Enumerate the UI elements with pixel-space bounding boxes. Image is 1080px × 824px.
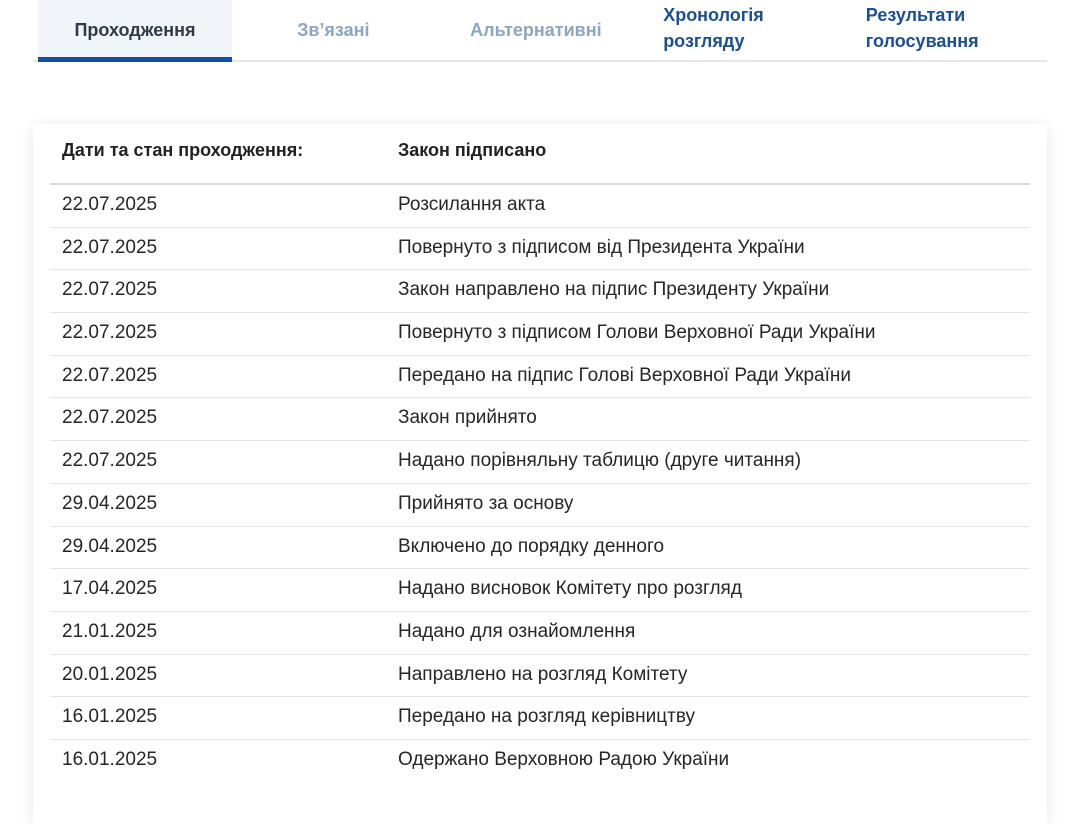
tab-voting-results[interactable]: Результати голосування [865, 5, 979, 51]
table-row [50, 697, 1030, 740]
table-row [50, 655, 1030, 698]
table-row [50, 313, 1030, 356]
row-event: Надано для ознайомлення [398, 620, 636, 642]
row-event: Надано висновок Комітету про розгляд [398, 578, 742, 600]
table-header [50, 124, 1030, 185]
tab-related[interactable]: Зв’язані [297, 19, 370, 40]
progress-card [33, 124, 1047, 824]
row-date: 22.07.2025 [62, 194, 158, 215]
row-date: 22.07.2025 [62, 322, 158, 344]
table-row [50, 441, 1030, 484]
row-date: 20.01.2025 [62, 663, 158, 685]
row-event: Передано на підпис Голові Верховної Ради України [398, 364, 851, 386]
table-row [50, 185, 1030, 228]
row-date: 22.07.2025 [62, 236, 158, 258]
row-event: Розсилання акта [398, 194, 546, 215]
row-date: 29.04.2025 [62, 535, 158, 557]
row-event: Одержано Верховною Радою України [398, 748, 730, 770]
row-date: 16.01.2025 [62, 748, 158, 770]
table-row [50, 270, 1030, 313]
tab-review-chronology[interactable]: Хронологія розгляду [663, 5, 764, 51]
row-date: 22.07.2025 [62, 450, 158, 472]
table-row [50, 484, 1030, 527]
table-row [50, 228, 1030, 271]
table-row [50, 740, 1030, 783]
row-date: 17.04.2025 [62, 578, 158, 600]
table-row [50, 569, 1030, 612]
table-row [50, 612, 1030, 655]
table-row [50, 356, 1030, 399]
row-event: Повернуто з підписом Голови Верховної Ради України [398, 322, 876, 344]
tab-bar [34, 0, 1047, 62]
law-status: Закон підписано [398, 140, 547, 160]
table-row [50, 527, 1030, 570]
row-date: 29.04.2025 [62, 492, 158, 514]
progress-table [50, 185, 1030, 783]
tab-progress[interactable]: Проходження [38, 0, 232, 60]
row-date: 22.07.2025 [62, 364, 158, 386]
row-event: Включено до порядку денного [398, 535, 665, 557]
row-event: Закон направлено на підпис Президенту України [398, 279, 830, 301]
row-event: Надано порівняльну таблицю (друге читання) [398, 450, 802, 472]
row-event: Передано на розгляд керівництву [398, 706, 695, 728]
row-event: Прийнято за основу [398, 492, 574, 514]
row-date: 22.07.2025 [62, 279, 158, 301]
row-event: Повернуто з підписом від Президента України [398, 236, 805, 258]
row-event: Закон прийнято [398, 407, 537, 429]
status-label: Дати та стан проходження: [62, 140, 304, 160]
tab-alternative[interactable]: Альтернативні [470, 19, 602, 40]
row-date: 22.07.2025 [62, 407, 158, 429]
row-date: 16.01.2025 [62, 706, 158, 728]
table-row [50, 398, 1030, 441]
row-event: Направлено на розгляд Комітету [398, 663, 688, 685]
row-date: 21.01.2025 [62, 620, 158, 642]
